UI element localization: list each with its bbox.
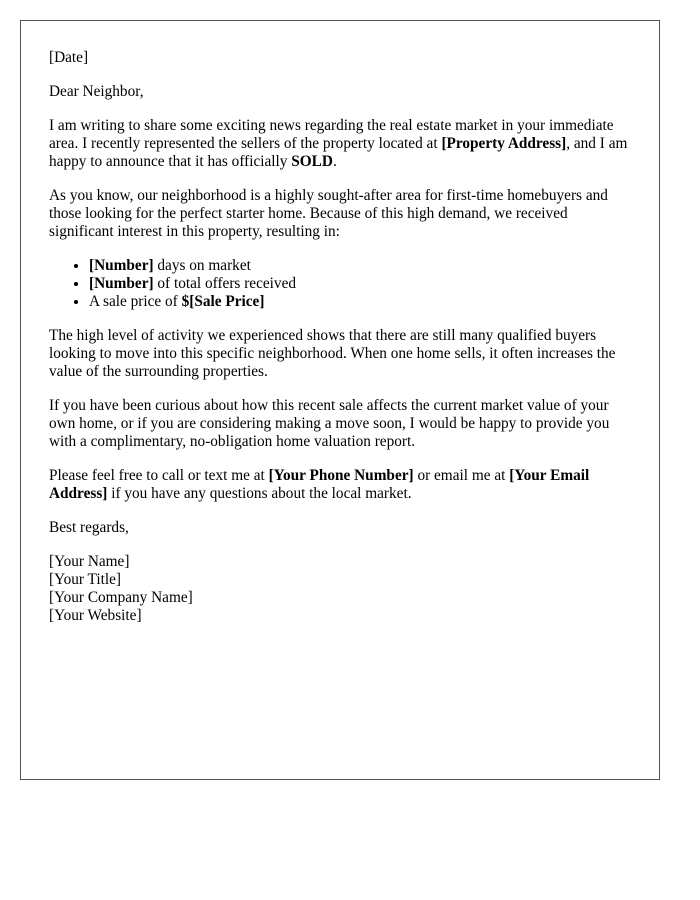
paragraph-contact-text-b: or email me at xyxy=(413,467,510,484)
paragraph-valuation: If you have been curious about how this recent sale affects the current market value of your own home, or if you are considering making a move soon, I would be happy to provide you with a complimentary, no-obligation home valuation report. xyxy=(49,397,610,450)
list-item xyxy=(89,257,631,275)
signature-website: [Your Website] xyxy=(49,607,142,624)
list-item xyxy=(89,275,631,293)
signature-block xyxy=(49,553,631,625)
letter-date: [Date] xyxy=(49,49,89,66)
results-list xyxy=(49,257,631,311)
paragraph-intro-text-b: , and I am happy to announce that it has officially xyxy=(49,135,628,170)
sold-emphasis: SOLD xyxy=(291,153,333,170)
letter-closing: Best regards, xyxy=(49,519,129,536)
letter-page xyxy=(20,20,660,780)
paragraph-intro xyxy=(49,117,631,171)
property-address-placeholder: [Property Address] xyxy=(441,135,567,152)
list-item-text: days on market xyxy=(153,257,251,274)
paragraph-intro-text-a: I am writing to share some exciting news regarding the real estate market in your immediate area. I recently represented the sellers of the property located at xyxy=(49,117,614,152)
signature-company: [Your Company Name] xyxy=(49,589,193,606)
signature-name: [Your Name] xyxy=(49,553,130,570)
sale-price-placeholder: $[Sale Price] xyxy=(181,293,265,310)
paragraph-contact xyxy=(49,467,631,503)
paragraph-activity: The high level of activity we experienced shows that there are still many qualified buyers looking to move into this specific neighborhood. When one home sells, it often increases the value of the surrounding properties. xyxy=(49,327,616,380)
list-item-text: A sale price of xyxy=(89,293,182,310)
paragraph-contact-text-c: if you have any questions about the local market. xyxy=(107,485,412,502)
paragraph-contact-text-a: Please feel free to call or text me at xyxy=(49,467,269,484)
days-on-market-placeholder: [Number] xyxy=(89,257,154,274)
offers-count-placeholder: [Number] xyxy=(89,275,154,292)
email-placeholder: [Your Email Address] xyxy=(49,467,590,502)
phone-placeholder: [Your Phone Number] xyxy=(268,467,414,484)
list-item xyxy=(89,293,631,311)
signature-title: [Your Title] xyxy=(49,571,121,588)
list-item-text: of total offers received xyxy=(153,275,297,292)
letter-salutation: Dear Neighbor, xyxy=(49,83,144,100)
paragraph-intro-text-c: . xyxy=(332,153,337,170)
paragraph-demand: As you know, our neighborhood is a highly sought-after area for first-time homebuyers and those looking for the perfect starter home. Because of this high demand, we received significant interest in this property, resulting in: xyxy=(49,187,608,240)
